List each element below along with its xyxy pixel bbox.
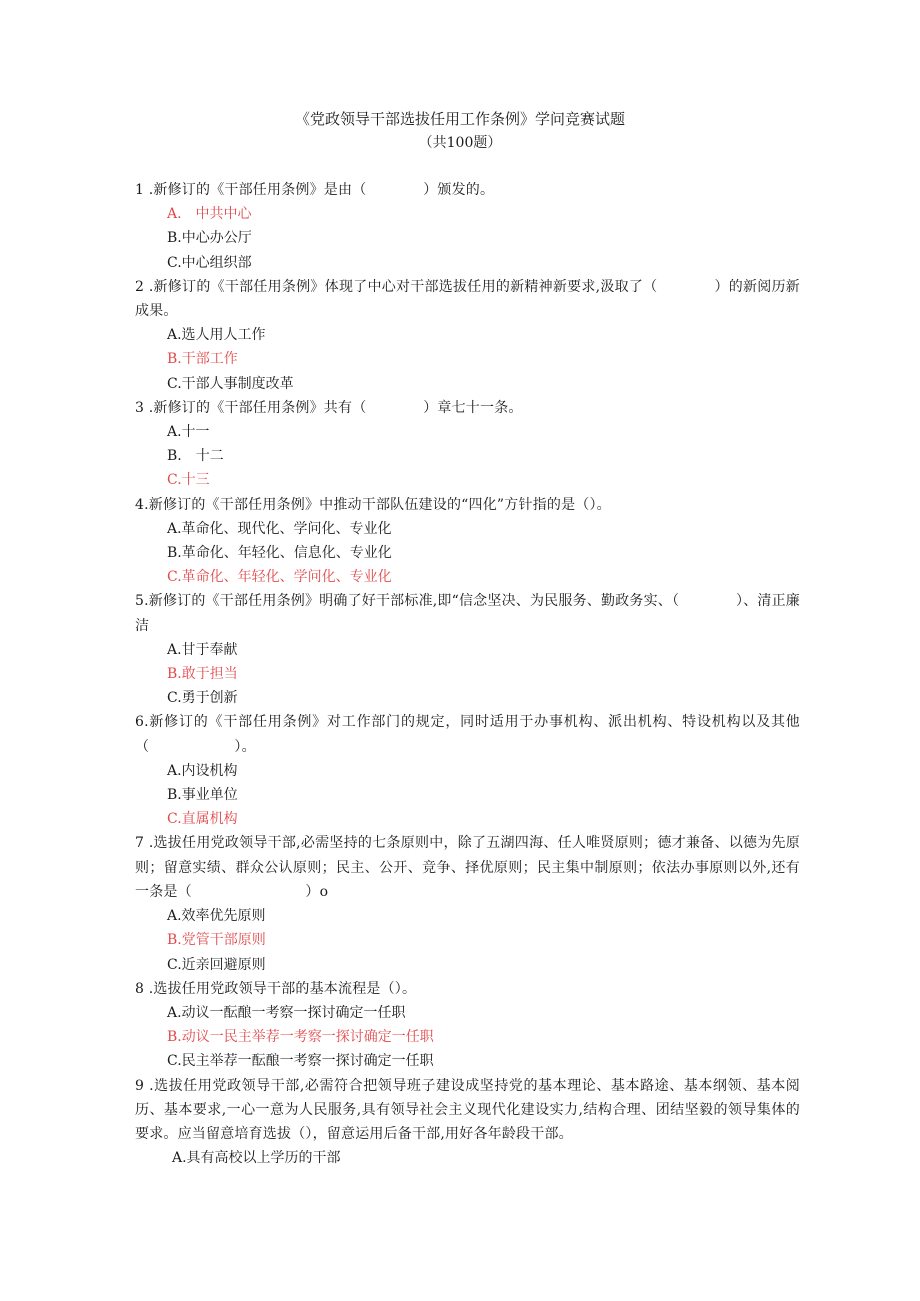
question-3 [135, 396, 800, 493]
option-c: C.干部人事制度改革 [167, 375, 294, 392]
option-c: C.勇于创新 [167, 690, 238, 707]
option-a: A.十一 [167, 424, 210, 441]
option-b-correct: B.敢于担当 [167, 666, 238, 683]
question-text: 5.新修订的《干部任用条例》明确了好干部标准,即“信念坚决、为民服务、勤政务实、（ ）、清正廉洁 [135, 593, 800, 634]
document-title: 《党政领导干部选拔任用工作条例》学问竞赛试题 [294, 110, 625, 128]
option-b: B. 十二 [167, 448, 224, 465]
option-a: A.内设机构 [167, 762, 238, 779]
question-7 [135, 831, 800, 976]
option-a: A.动议一酝酿一考察一探讨确定一任职 [167, 1004, 406, 1021]
question-1 [135, 178, 800, 275]
question-5 [135, 589, 800, 710]
question-text: 8 .选拔任用党政领导干部的基本流程是（）。 [135, 980, 417, 997]
question-6 [135, 710, 800, 831]
question-text: 6.新修订的《干部任用条例》对工作部门的规定，同时适用于办事机构、派出机构、特设机构以及其他（ ）。 [135, 714, 800, 755]
question-text: 2 .新修订的《干部任用条例》体现了中心对干部选拔任用的新精神新要求,汲取了（ ）的新阅历新成果。 [135, 278, 800, 320]
option-a: A.甘于奉献 [167, 641, 238, 658]
option-a: A.具有高校以上学历的干部 [172, 1150, 341, 1167]
option-c-correct: C.直属机构 [167, 811, 238, 828]
option-a: A.效率优先原则 [167, 908, 266, 925]
option-c: C.近亲回避原则 [167, 956, 266, 973]
option-b: B.事业单位 [167, 787, 238, 804]
question-text: 3 .新修订的《干部任用条例》共有（ ）章七十一条。 [135, 399, 523, 416]
question-text: 4.新修订的《干部任用条例》中推动干部队伍建设的“四化”方针指的是（）。 [135, 496, 611, 513]
option-c: C.民主举荐一酝酿一考察一探讨确定一任职 [167, 1053, 434, 1070]
option-c-correct: C.十三 [167, 472, 210, 489]
question-list [135, 178, 800, 1170]
option-c: C.中心组织部 [167, 254, 252, 271]
question-text: 7 .选拔任用党政领导干部,必需坚持的七条原则中，除了五湖四海、任人唯贤原则；德才兼备、以德为先原则；留意实绩、群众公认原则；民主、公开、竞争、择优原则；民主集中制原则；依法办事原则以外,还有一条是（ ）o [135, 835, 800, 900]
option-a: A.革命化、现代化、学问化、专业化 [167, 520, 392, 537]
question-9 [135, 1074, 800, 1171]
option-a-correct: A. 中共中心 [167, 206, 252, 223]
document-subtitle: （共100题） [418, 135, 502, 151]
option-b-correct: B.党管干部原则 [167, 932, 266, 949]
question-text: 9 .选拔任用党政领导干部,必需符合把领导班子建设成坚持党的基本理论、基本路途、基本纲领、基本阅历、基本要求,一心一意为人民服务,具有领导社会主义现代化建设实力,结构合理、团结坚毅的领导集体的要求。应当留意培育选拔（），留意运用后备干部,用好各年龄段干部。 [135, 1077, 800, 1142]
question-2 [135, 275, 800, 396]
option-b-correct: B.动议一民主举荐一考察一探讨确定一任职 [167, 1029, 434, 1046]
question-text: 1 .新修订的《干部任用条例》是由（ ）颁发的。 [135, 182, 495, 198]
option-c-correct: C.革命化、年轻化、学问化、专业化 [167, 569, 392, 586]
option-b-correct: B.干部工作 [167, 351, 238, 368]
option-b: B.革命化、年轻化、信息化、专业化 [167, 545, 392, 562]
option-b: B.中心办公厅 [167, 230, 252, 247]
question-4 [135, 493, 800, 590]
option-a: A.选人用人工作 [167, 327, 266, 344]
question-8 [135, 977, 800, 1074]
